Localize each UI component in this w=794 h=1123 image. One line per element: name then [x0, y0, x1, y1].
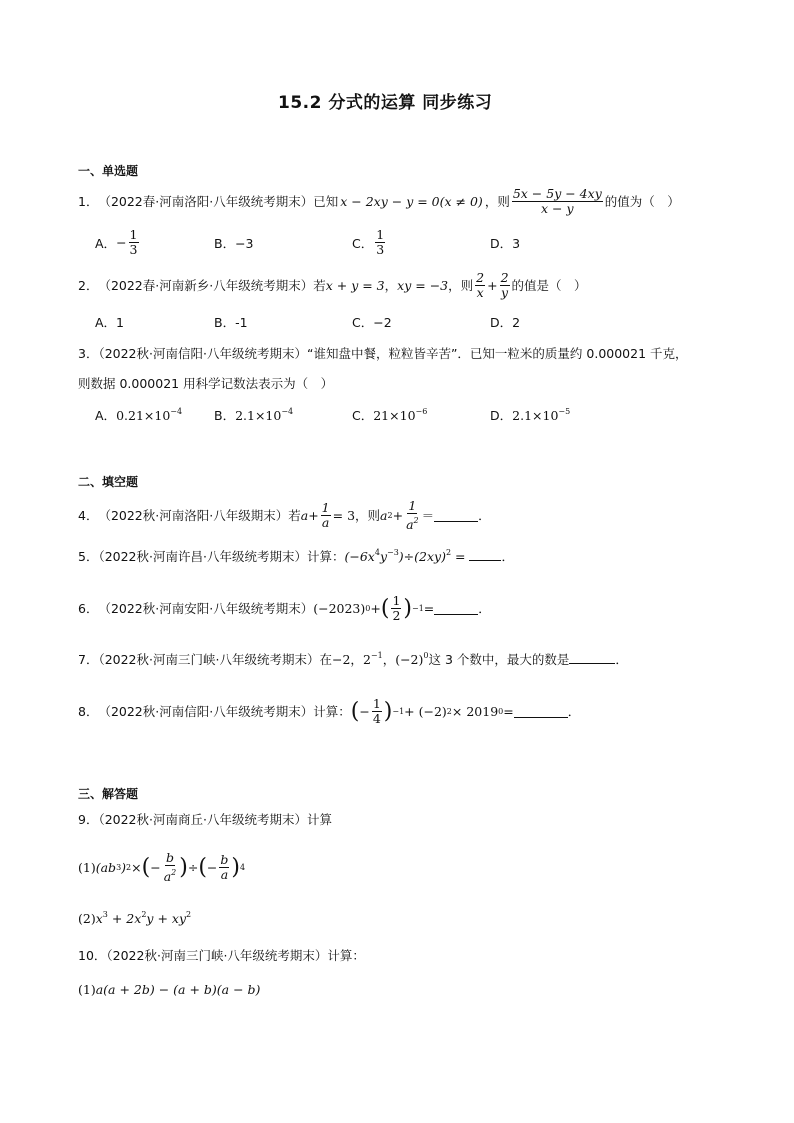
question-number: 8． [78, 704, 99, 719]
section-heading-single-choice: 一、单选题 [78, 164, 139, 178]
fraction-numerator: b [220, 851, 229, 867]
question-text: ，则 [355, 508, 381, 523]
math-condition: x − 2xy − y = 0(x ≠ 0) [340, 193, 483, 209]
option-b[interactable]: B．-1 [214, 315, 248, 330]
question-number: 3． [78, 346, 99, 361]
separator: ， [382, 652, 396, 667]
math-base: 2.1×10 [235, 408, 282, 423]
option-c[interactable]: C．−2 [352, 315, 392, 330]
math-expr: + 2x [107, 911, 142, 926]
question-number: 7． [78, 652, 99, 667]
question-end: ． [478, 508, 491, 523]
fraction-denominator: x − y [541, 200, 574, 216]
option-a[interactable] [95, 228, 141, 257]
option-d[interactable]: D．3 [490, 236, 521, 251]
question-number: 10． [78, 948, 107, 963]
math-expr: (−2023) [313, 600, 366, 616]
fraction-denominator: a [321, 514, 330, 530]
question-5 [78, 547, 514, 565]
math-base: 2.1×10 [512, 408, 559, 423]
math-expr: y [379, 549, 387, 564]
math-value: (−2) [395, 652, 424, 667]
fraction-numerator: 1 [321, 499, 330, 515]
math-fraction [512, 187, 603, 216]
math-exponent: −5 [558, 407, 571, 416]
fraction-denominator: a [163, 868, 172, 884]
math-exponent: 2 [171, 867, 177, 877]
math-plus: + [308, 507, 319, 523]
math-sign: − [150, 859, 161, 875]
option-label: B． [214, 408, 236, 423]
question-number: 2． [78, 278, 99, 293]
question-9-part-2 [78, 910, 191, 926]
math-plus: + [392, 507, 404, 523]
math-exponent: 3 [102, 910, 108, 919]
question-end: ． [615, 652, 628, 667]
fraction-numerator: 1 [392, 592, 401, 608]
option-label: C． [352, 408, 374, 423]
question-number: 1． [78, 194, 99, 209]
fraction-denominator: 3 [129, 242, 138, 257]
question-text: ，则 [448, 278, 474, 293]
math-fraction [321, 501, 331, 530]
option-a[interactable]: A．1 [95, 315, 125, 330]
math-expr: y + xy [146, 911, 186, 926]
math-sign: − [206, 859, 218, 875]
question-6 [78, 588, 491, 628]
math-base: 21×10 [373, 408, 416, 423]
math-expr: ) [121, 859, 127, 875]
math-times: × [131, 859, 142, 875]
option-label: A． [95, 235, 117, 251]
right-paren: ) [179, 854, 188, 880]
fraction-numerator: 1 [129, 227, 138, 242]
question-9-part-1 [78, 846, 245, 888]
fraction-numerator: 1 [372, 695, 381, 711]
question-end: ． [567, 704, 581, 719]
question-end: ． [501, 549, 514, 564]
question-3 [78, 344, 688, 362]
math-expr: × 2019 [451, 703, 499, 719]
question-number: 4． [78, 508, 99, 523]
fraction-numerator: 1 [408, 497, 417, 513]
question-source: （2022秋·河南信阳·八年级统考期末） [98, 346, 307, 361]
question-text: 若 [313, 278, 326, 293]
math-exponent: −4 [170, 407, 183, 416]
math-exponent: 2 [445, 548, 452, 557]
math-var: a [300, 507, 309, 523]
question-source: （2022秋·河南商丘·八年级统考期末） [98, 812, 307, 827]
question-text: 计算： [327, 948, 365, 963]
question-text: 计算： [313, 704, 351, 719]
math-exponent: −3 [387, 548, 399, 557]
option-label: C． [352, 235, 374, 251]
question-7 [78, 650, 628, 668]
question-text: 若 [288, 508, 301, 523]
separator: ， [350, 652, 363, 667]
math-exponent: 2 [186, 910, 192, 919]
question-number: 6． [78, 601, 99, 616]
fraction-denominator: 3 [376, 242, 385, 257]
separator: ， [384, 278, 398, 293]
math-expr: (−6x [344, 549, 375, 564]
math-fraction [405, 499, 420, 532]
question-text: 已知 [313, 194, 339, 209]
question-source: （2022秋·河南信阳·八年级统考期末） [98, 704, 314, 719]
question-text: ，则 [484, 194, 510, 209]
fraction-denominator: a [220, 866, 229, 882]
fraction-numerator: 2 [476, 269, 485, 285]
math-equals: = [451, 549, 470, 564]
math-fraction [391, 594, 401, 623]
question-text: “谁知盘中餐，粒粒皆辛苦”．已知一粒米的质量约 0.000021 千克， [306, 346, 688, 361]
math-exponent: −1 [411, 603, 424, 613]
math-sign: − [116, 235, 127, 250]
math-fraction [372, 697, 382, 726]
math-exponent: 2 [387, 510, 393, 520]
math-expr: )÷(2xy) [398, 549, 446, 564]
option-label: D． [490, 408, 513, 423]
answer-blank[interactable] [469, 548, 501, 561]
option-c[interactable] [352, 406, 427, 424]
answer-blank[interactable] [434, 602, 478, 615]
question-source: （2022秋·河南洛阳·八年级期末） [98, 508, 289, 523]
option-a[interactable] [95, 406, 182, 424]
left-paren: ( [198, 854, 207, 880]
question-8 [78, 690, 580, 732]
math-exponent: 2 [141, 910, 147, 919]
question-4 [78, 498, 491, 532]
answer-blank[interactable] [434, 509, 478, 522]
math-divide: ÷ [187, 859, 199, 875]
question-end: ． [478, 601, 491, 616]
math-exponent: −6 [415, 407, 428, 416]
fraction-denominator: x [476, 284, 484, 300]
math-exponent: 2 [446, 706, 452, 716]
question-10-part-1 [78, 982, 260, 997]
question-source: （2022春·河南新乡·八年级统考期末） [98, 278, 314, 293]
math-fraction [219, 853, 229, 882]
question-2 [78, 268, 587, 302]
math-equals: = [423, 600, 435, 616]
question-text: 的值是（ ） [511, 278, 587, 293]
math-expr: a(a + 2b) − (a + b)(a − b) [95, 982, 261, 997]
math-exponent: 4 [374, 548, 380, 557]
option-d[interactable] [490, 406, 570, 424]
question-text: 计算： [306, 549, 345, 564]
option-b[interactable]: B．−3 [214, 236, 254, 251]
math-plus: + [370, 600, 381, 616]
math-expr: x [95, 911, 103, 926]
right-paren: ) [231, 854, 241, 880]
page-title: 15.2 分式的运算 同步练习 [278, 93, 493, 113]
math-condition: xy = −3 [397, 277, 449, 293]
fraction-denominator: y [501, 284, 509, 300]
math-plus: + [487, 277, 498, 293]
question-text: 在 [319, 652, 332, 667]
part-label: (1) [78, 859, 96, 875]
math-exponent: 4 [240, 862, 246, 872]
left-paren: ( [380, 595, 390, 621]
math-exponent: 3 [116, 862, 122, 872]
question-3-line-2: 则数据 0.000021 用科学记数法表示为（ ） [78, 376, 334, 391]
fraction-numerator: 1 [376, 227, 385, 242]
math-fraction [475, 271, 485, 300]
right-paren: ) [403, 595, 412, 621]
part-label: (1) [78, 982, 96, 997]
math-expr: (ab [95, 859, 117, 875]
math-base: 0.21×10 [116, 408, 171, 423]
math-expr: + (−2) [404, 703, 447, 719]
math-var: a [380, 507, 388, 523]
fraction-denominator: a [406, 516, 414, 532]
left-paren: ( [350, 698, 360, 724]
part-label: (2) [78, 911, 96, 926]
math-exponent: −1 [370, 651, 383, 660]
question-source: （2022秋·河南三门峡·八年级统考期末） [106, 948, 328, 963]
math-exponent: 0 [365, 603, 371, 613]
question-text: 的值为（ ） [604, 194, 680, 209]
math-exponent: 0 [423, 651, 429, 660]
math-exponent: −1 [392, 706, 405, 716]
math-condition: x + y = 3 [325, 277, 385, 293]
section-heading-answer: 三、解答题 [78, 787, 139, 801]
question-10 [78, 946, 365, 964]
section-heading-fill-in: 二、填空题 [78, 475, 139, 489]
fraction-numerator: b [165, 849, 174, 865]
math-fraction [163, 851, 178, 884]
answer-blank[interactable] [569, 651, 615, 664]
question-text: 这 3 个数中，最大的数是 [428, 652, 570, 667]
option-b[interactable] [214, 406, 293, 424]
question-9 [78, 810, 332, 828]
question-source: （2022秋·河南许昌·八年级统考期末） [98, 549, 307, 564]
question-number: 9． [78, 812, 99, 827]
question-number: 5． [78, 549, 99, 564]
question-1 [78, 183, 680, 219]
option-d[interactable]: D．2 [490, 315, 521, 330]
left-paren: ( [141, 854, 151, 880]
right-paren: ) [383, 698, 393, 724]
question-source: （2022秋·河南三门峡·八年级统考期末） [98, 652, 320, 667]
math-fraction [375, 228, 385, 257]
math-sign: − [359, 703, 370, 719]
math-fraction [500, 271, 510, 300]
fraction-numerator: 2 [500, 269, 509, 285]
math-exponent: 0 [498, 706, 504, 716]
math-exponent: 2 [413, 515, 419, 525]
math-equals: = [503, 703, 514, 719]
answer-blank[interactable] [514, 705, 568, 718]
question-source: （2022春·河南洛阳·八年级统考期末） [98, 194, 314, 209]
math-equals: ＝ [421, 508, 435, 523]
math-equals: = 3 [332, 507, 356, 523]
math-value: −2 [331, 652, 351, 667]
question-source: （2022秋·河南安阳·八年级统考期末） [98, 601, 314, 616]
fraction-numerator: 5x − 5y − 4xy [512, 185, 602, 201]
fraction-denominator: 2 [392, 607, 401, 623]
fraction-denominator: 4 [372, 710, 381, 726]
option-c[interactable] [352, 228, 387, 257]
math-value: 2 [362, 652, 371, 667]
math-exponent: −4 [281, 407, 294, 416]
option-label: A． [95, 408, 117, 423]
math-fraction [129, 228, 139, 257]
math-exponent: 2 [126, 862, 132, 872]
question-text: 计算 [306, 812, 332, 827]
